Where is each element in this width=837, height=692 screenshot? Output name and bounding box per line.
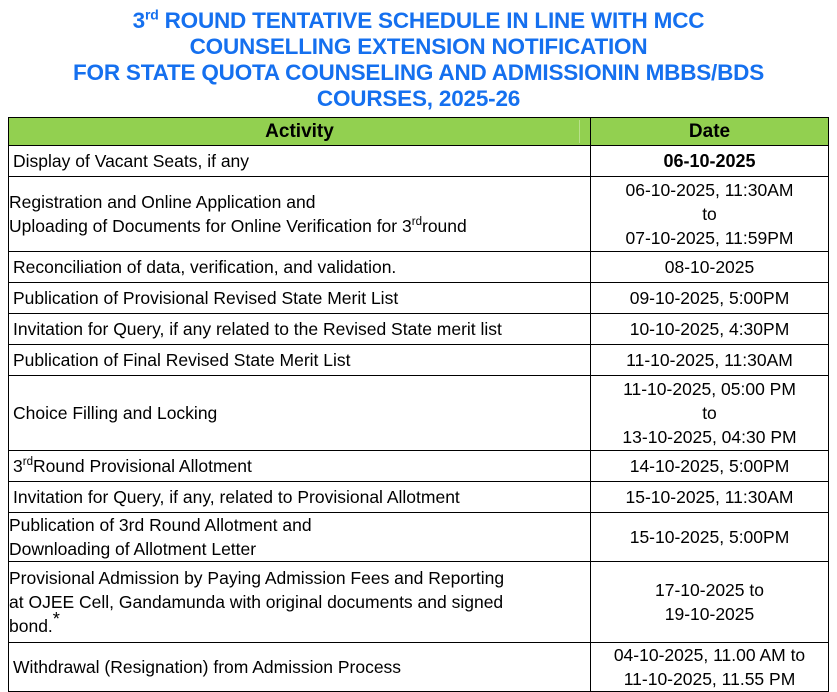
ordinal-suffix: rd (411, 216, 422, 229)
page-title-line-1: 3rd ROUND TENTATIVE SCHEDULE IN LINE WITH MCC (132, 6, 705, 33)
schedule-table (8, 117, 829, 692)
table-row (9, 562, 829, 643)
date-text-line: 13-10-2025, 04:30 PM (622, 427, 797, 447)
table-row (9, 314, 829, 345)
date-text-line: 04-10-2025, 11.00 AM to (613, 645, 806, 665)
activity-cell (9, 146, 591, 177)
activity-text-line: Publication of Final Revised State Merit List (13, 350, 351, 370)
table-row (9, 513, 829, 562)
activity-text-line: Publication of Provisional Revised State Merit List (13, 288, 399, 308)
activity-text-line: Publication of 3rd Round Allotment and (9, 515, 312, 535)
date-cell (591, 513, 829, 562)
activity-text-line: Downloading of Allotment Letter (9, 539, 257, 559)
table-row (9, 146, 829, 177)
table-row (9, 376, 829, 451)
date-cell (591, 177, 829, 252)
footnote-asterisk: * (52, 608, 60, 630)
activity-cell (9, 177, 591, 252)
date-text-line: to (702, 204, 717, 224)
activity-text-line: Uploading of Documents for Online Verification for 3rdround (9, 216, 467, 236)
activity-text-line: Withdrawal (Resignation) from Admission Process (13, 657, 402, 677)
date-cell (591, 345, 829, 376)
table-header-row (9, 118, 829, 146)
date-text-line: 07-10-2025, 11:59PM (625, 228, 794, 248)
date-cell (591, 146, 829, 177)
activity-cell (9, 252, 591, 283)
activity-cell (9, 376, 591, 451)
date-cell (591, 482, 829, 513)
activity-cell (9, 451, 591, 482)
activity-text-line: Registration and Online Application and (9, 192, 316, 212)
page-title (0, 0, 837, 112)
date-text-line: 06-10-2025 (663, 151, 756, 171)
date-cell (591, 376, 829, 451)
activity-cell (9, 345, 591, 376)
table-header (9, 118, 829, 146)
activity-text-line: 3rdRound Provisional Allotment (13, 456, 252, 476)
date-cell (591, 252, 829, 283)
table-row (9, 451, 829, 482)
column-header-activity: Activity (9, 118, 591, 146)
date-text-line: 15-10-2025, 5:00PM (629, 527, 790, 547)
activity-text-line: Choice Filling and Locking (13, 403, 218, 423)
activity-text-line: Invitation for Query, if any, related to Provisional Allotment (13, 487, 460, 507)
page-title-line-2: COUNSELLING EXTENSION NOTIFICATION (189, 34, 648, 59)
date-text-line: 10-10-2025, 4:30PM (629, 319, 790, 339)
schedule-table-container (8, 117, 828, 692)
date-text-line: 15-10-2025, 11:30AM (625, 487, 794, 507)
page-title-line-4: COURSES, 2025-26 (316, 86, 521, 111)
activity-text-line: at OJEE Cell, Gandamunda with original documents and signed (9, 592, 504, 612)
activity-cell (9, 314, 591, 345)
ordinal-suffix: rd (22, 456, 34, 469)
date-cell (591, 451, 829, 482)
date-cell (591, 643, 829, 692)
table-row (9, 252, 829, 283)
activity-cell (9, 482, 591, 513)
date-text-line: 11-10-2025, 11.55 PM (623, 669, 796, 689)
table-row (9, 643, 829, 692)
activity-text-line: Invitation for Query, if any related to the Revised State merit list (13, 319, 502, 339)
date-cell (591, 314, 829, 345)
table-row (9, 283, 829, 314)
activity-cell (9, 643, 591, 692)
date-text-line: 17-10-2025 to (655, 580, 764, 600)
date-text-line: 11-10-2025, 11:30AM (626, 350, 793, 370)
activity-cell (9, 562, 591, 643)
table-row (9, 345, 829, 376)
date-text-line: 08-10-2025 (664, 257, 755, 277)
activity-cell (9, 283, 591, 314)
date-text-line: 09-10-2025, 5:00PM (629, 288, 790, 308)
table-row (9, 177, 829, 252)
date-text-line: to (702, 403, 717, 423)
activity-text-line: Display of Vacant Seats, if any (13, 151, 250, 171)
date-cell (591, 283, 829, 314)
column-header-date: Date (591, 118, 829, 146)
date-text-line: 19-10-2025 (664, 604, 755, 624)
activity-text-line: Reconciliation of data, verification, and validation. (13, 257, 397, 277)
date-cell (591, 562, 829, 643)
activity-cell (9, 513, 591, 562)
table-row (9, 482, 829, 513)
table-body (9, 146, 829, 692)
date-text-line: 11-10-2025, 05:00 PM (623, 379, 796, 399)
page-title-line-3: FOR STATE QUOTA COUNSELING AND ADMISSIONIN MBBS/BDS (72, 60, 765, 85)
activity-text-line: Provisional Admission by Paying Admission Fees and Reporting (9, 568, 505, 588)
date-text-line: 14-10-2025, 5:00PM (629, 456, 790, 476)
activity-text-line: bond.* (9, 608, 60, 636)
date-text-line: 06-10-2025, 11:30AM (625, 180, 794, 200)
